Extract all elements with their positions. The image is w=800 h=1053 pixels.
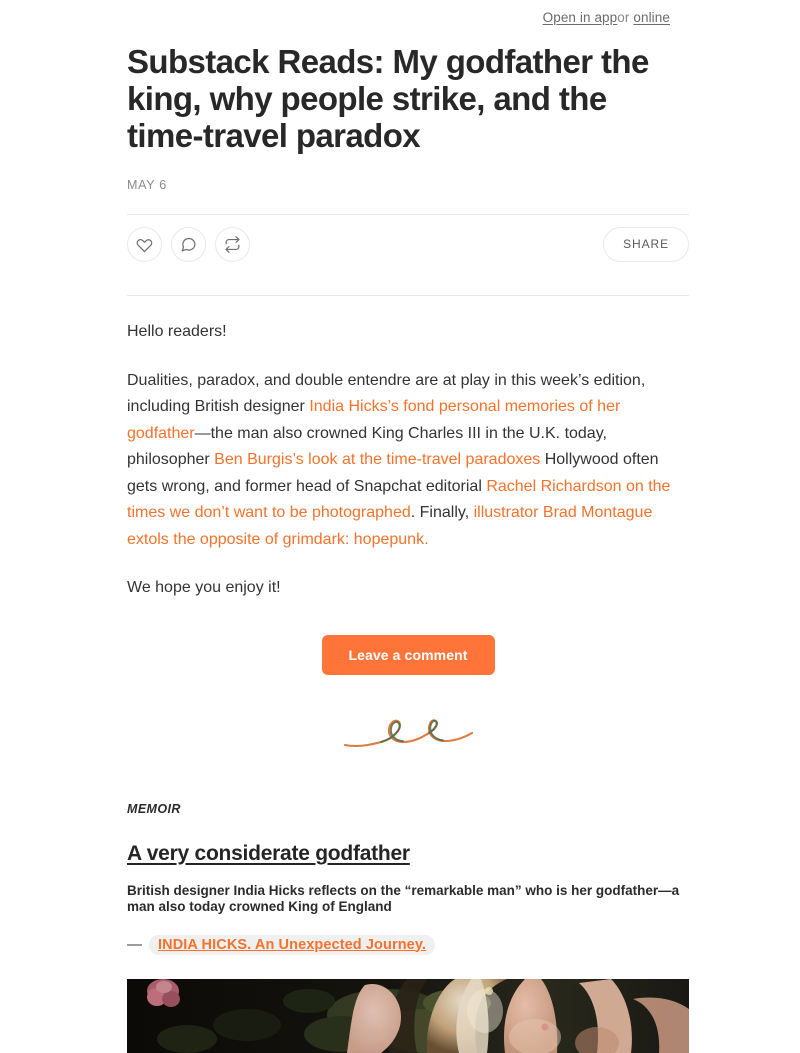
attribution-publication-link[interactable]: INDIA HICKS. An Unexpected Journey. <box>149 935 435 955</box>
comment-button[interactable] <box>171 227 206 262</box>
open-online-link[interactable]: online <box>633 10 670 25</box>
section-headline-link[interactable]: A very considerate godfather <box>127 841 410 865</box>
intro-text-4: . Finally, <box>410 504 474 521</box>
action-bar-left <box>127 227 250 262</box>
paragraph-intro <box>127 368 689 554</box>
section-dek: British designer India Hicks reflects on the “remarkable man” who is her godfather—a man also today crowned King of England <box>127 882 680 914</box>
attribution-dash: — <box>127 936 142 953</box>
section-photo <box>127 979 689 1053</box>
leave-a-comment-button[interactable]: Leave a comment <box>322 635 495 675</box>
signature-icon <box>341 713 476 755</box>
link-brad-montague[interactable]: illustrator Brad Montague extols the opposite of grimdark: hopepunk. <box>127 504 653 548</box>
section-attribution <box>127 935 689 955</box>
restack-button[interactable] <box>215 227 250 262</box>
open-in-app-link[interactable]: Open in app <box>542 10 618 25</box>
signature-flourish <box>127 713 689 755</box>
intro-text-1: Dualities, paradox, and double entendre are at play in this week’s edition, including British designer <box>127 371 646 415</box>
share-button[interactable]: SHARE <box>603 227 689 262</box>
link-rachel-richardson[interactable]: Rachel Richardson on the times we don’t want to be photographed <box>127 477 671 521</box>
page-title: Substack Reads: My godfather the king, why people strike, and the time-travel paradox <box>127 43 649 154</box>
divider-below-actions <box>127 295 689 296</box>
intro-text-2: —the man also crowned King Charles III in the U.K. today, philosopher <box>127 424 607 468</box>
link-ben-burgis[interactable]: Ben Burgis’s look at the time-travel paradoxes <box>214 451 541 468</box>
topbar-separator: or <box>617 10 630 25</box>
link-india-hicks[interactable]: India Hicks’s fond personal memories of her godfather <box>127 398 621 442</box>
section-kicker: MEMOIR <box>127 801 181 816</box>
intro-text-3: Hollywood often gets wrong, and former head of Snapchat editorial <box>127 451 659 495</box>
paragraph-greeting: Hello readers! <box>127 323 227 340</box>
like-button[interactable] <box>127 227 162 262</box>
post-content <box>127 0 689 1053</box>
comment-bubble-icon <box>180 236 197 253</box>
post-body <box>127 319 689 602</box>
heart-icon <box>136 236 153 253</box>
comment-cta-wrap <box>127 635 689 675</box>
photo-image <box>127 979 689 1053</box>
restack-icon <box>224 236 241 253</box>
action-bar <box>127 215 689 273</box>
paragraph-closing: We hope you enjoy it! <box>127 579 281 596</box>
post-date: MAY 6 <box>127 178 167 192</box>
